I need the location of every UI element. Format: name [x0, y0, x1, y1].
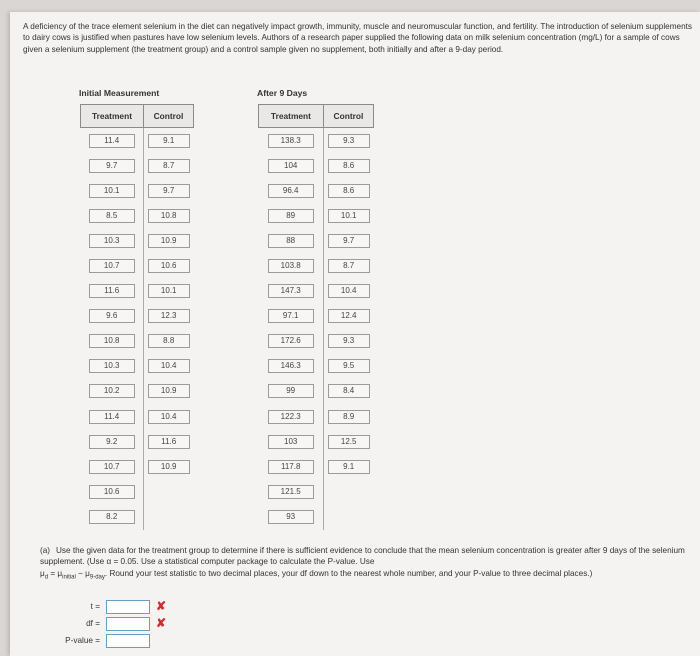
- cell-value: 117.8: [268, 460, 314, 474]
- cell-value: 10.9: [148, 460, 190, 474]
- df-label: df =: [86, 619, 100, 628]
- treatment-cell: [81, 279, 144, 304]
- control-cell: [323, 429, 373, 454]
- cell-value: 10.7: [89, 460, 135, 474]
- df-input[interactable]: [106, 617, 150, 631]
- cell-value: 10.6: [89, 485, 135, 499]
- control-cell: [143, 404, 193, 429]
- treatment-cell: [259, 354, 324, 379]
- control-cell: [323, 454, 373, 479]
- after-caption: After 9 Days: [257, 88, 308, 98]
- treatment-cell: [259, 504, 324, 529]
- table-row: [81, 128, 194, 154]
- cell-value: 99: [268, 384, 314, 398]
- cell-value: 8.6: [328, 184, 370, 198]
- table-row: [81, 479, 194, 504]
- table-row: [259, 429, 374, 454]
- cell-value: 9.3: [328, 334, 370, 348]
- cell-value: 9.3: [328, 134, 370, 148]
- table-row: [259, 479, 374, 504]
- df-answer-row: [40, 617, 240, 631]
- pvalue-input[interactable]: [106, 634, 150, 648]
- control-cell: [143, 228, 193, 253]
- treatment-cell: [259, 253, 324, 278]
- control-cell: [323, 178, 373, 203]
- treatment-cell: [81, 479, 144, 504]
- incorrect-x-icon: ✘: [156, 616, 167, 630]
- cell-value: 10.8: [89, 334, 135, 348]
- header-control: Control: [323, 105, 373, 128]
- table-row: [81, 253, 194, 278]
- cell-value: 8.5: [89, 209, 135, 223]
- cell-value: 104: [268, 159, 314, 173]
- cell-value: 93: [268, 510, 314, 524]
- table-row: [81, 279, 194, 304]
- minus-sign: −: [75, 568, 86, 578]
- control-cell: [323, 228, 373, 253]
- mu-d: μ: [40, 568, 45, 578]
- cell-value: 9.7: [148, 184, 190, 198]
- cell-value: 8.7: [148, 159, 190, 173]
- table-row: [259, 454, 374, 479]
- table-row: [259, 379, 374, 404]
- cell-value: 10.3: [89, 359, 135, 373]
- table-row: [81, 178, 194, 203]
- cell-value: 8.6: [328, 159, 370, 173]
- table-row: [81, 304, 194, 329]
- cell-value: 10.4: [328, 284, 370, 298]
- table-row: [81, 203, 194, 228]
- cell-value: 172.6: [268, 334, 314, 348]
- cell-value: 8.9: [328, 410, 370, 424]
- control-cell: [143, 429, 193, 454]
- question-text-2: . Round your test statistic to two decimal places, your df down to the nearest whole number, and your P-value to three decimal places.): [104, 568, 593, 578]
- control-cell: [323, 203, 373, 228]
- treatment-cell: [81, 253, 144, 278]
- mu-9day: μ: [85, 568, 90, 578]
- cell-value: 96.4: [268, 184, 314, 198]
- cell-value: 8.7: [328, 259, 370, 273]
- table-row: [259, 253, 374, 278]
- cell-value: 8.2: [89, 510, 135, 524]
- table-row: [81, 429, 194, 454]
- cell-value: 122.3: [268, 410, 314, 424]
- table-row: [259, 354, 374, 379]
- table-row: [81, 329, 194, 354]
- control-cell: [323, 479, 373, 504]
- control-cell: [143, 178, 193, 203]
- header-treatment: Treatment: [81, 105, 144, 128]
- cell-value: 9.6: [89, 309, 135, 323]
- cell-value: 10.4: [148, 359, 190, 373]
- treatment-cell: [81, 128, 144, 154]
- initial-caption: Initial Measurement: [79, 88, 160, 98]
- cell-value: 103.8: [268, 259, 314, 273]
- treatment-cell: [259, 203, 324, 228]
- cell-value: 103: [268, 435, 314, 449]
- treatment-cell: [81, 203, 144, 228]
- cell-value: 8.8: [148, 334, 190, 348]
- cell-value: 11.6: [89, 284, 135, 298]
- control-cell: [143, 379, 193, 404]
- cell-value: 10.9: [148, 234, 190, 248]
- table-row: [81, 379, 194, 404]
- question-text-1: Use the given data for the treatment group to determine if there is sufficient evidence to conclude that the mean selenium concentration is greater after 9 days of the selenium supplement. (Use α = 0.05. Use a statistical computer package to calculate the P-value. Use: [40, 546, 685, 567]
- cell-value: 12.3: [148, 309, 190, 323]
- control-cell: [323, 279, 373, 304]
- table-row: [81, 153, 194, 178]
- cell-value: 10.4: [148, 410, 190, 424]
- cell-value: 10.6: [148, 259, 190, 273]
- problem-intro: A deficiency of the trace element selenium in the diet can negatively impact growth, immunity, muscle and neuromuscular function, and fertility. The introduction of selenium supplements to dairy cows is justified when pastures have low selenium levels. Authors of a research paper supplied the following data on milk selenium concentration (mg/L) for a sample of cows given a selenium supplement (the treatment group) and a control sample given no supplement, both initially and after a 9-day period.: [23, 22, 692, 54]
- table-row: [81, 454, 194, 479]
- control-cell: [143, 203, 193, 228]
- cell-value: 10.1: [89, 184, 135, 198]
- control-cell: [323, 128, 373, 154]
- treatment-cell: [81, 379, 144, 404]
- treatment-cell: [81, 504, 144, 529]
- treatment-cell: [81, 429, 144, 454]
- treatment-cell: [81, 354, 144, 379]
- table-row: [259, 304, 374, 329]
- treatment-cell: [259, 454, 324, 479]
- cell-value: 10.7: [89, 259, 135, 273]
- cell-value: 8.4: [328, 384, 370, 398]
- header-treatment: Treatment: [259, 105, 324, 128]
- pvalue-label: P-value =: [65, 636, 100, 645]
- sub-d: d: [44, 574, 49, 581]
- control-cell: [323, 354, 373, 379]
- control-cell: [323, 153, 373, 178]
- incorrect-x-icon: ✘: [156, 599, 167, 613]
- table-row: [259, 203, 374, 228]
- table-row: [259, 128, 374, 154]
- treatment-cell: [259, 479, 324, 504]
- cell-value: 11.4: [89, 134, 135, 148]
- treatment-cell: [259, 379, 324, 404]
- treatment-cell: [81, 178, 144, 203]
- table-row: [259, 228, 374, 253]
- table-row: [259, 178, 374, 203]
- part-label: (a): [40, 546, 51, 555]
- control-cell: [143, 504, 193, 529]
- table-row: [259, 404, 374, 429]
- cell-value: 97.1: [268, 309, 314, 323]
- header-control: Control: [143, 105, 193, 128]
- cell-value: 10.8: [148, 209, 190, 223]
- table-row: [259, 279, 374, 304]
- table-row: [259, 153, 374, 178]
- control-cell: [323, 304, 373, 329]
- cell-value: 147.3: [268, 284, 314, 298]
- cell-value: 89: [268, 209, 314, 223]
- eq-sign: =: [48, 568, 58, 578]
- pvalue-answer-row: [40, 634, 240, 648]
- cell-value: 10.1: [328, 209, 370, 223]
- treatment-cell: [81, 153, 144, 178]
- table-row: [81, 504, 194, 529]
- cell-value: 9.1: [148, 134, 190, 148]
- control-cell: [143, 354, 193, 379]
- treatment-cell: [81, 404, 144, 429]
- table-row: [81, 404, 194, 429]
- cell-value: 10.2: [89, 384, 135, 398]
- treatment-cell: [259, 228, 324, 253]
- cell-value: 10.1: [148, 284, 190, 298]
- table-row: [259, 504, 374, 529]
- control-cell: [143, 479, 193, 504]
- control-cell: [143, 279, 193, 304]
- treatment-cell: [259, 153, 324, 178]
- table-row: [259, 329, 374, 354]
- cell-value: 9.1: [328, 460, 370, 474]
- sub-initial: initial: [62, 574, 76, 581]
- cell-value: 9.5: [328, 359, 370, 373]
- control-cell: [323, 329, 373, 354]
- cell-value: 11.4: [89, 410, 135, 424]
- treatment-cell: [81, 228, 144, 253]
- control-cell: [143, 253, 193, 278]
- treatment-cell: [259, 404, 324, 429]
- cell-value: 11.6: [148, 435, 190, 449]
- control-cell: [323, 253, 373, 278]
- cell-value: 121.5: [268, 485, 314, 499]
- cell-value: 138.3: [268, 134, 314, 148]
- table-row: [81, 228, 194, 253]
- control-cell: [323, 504, 373, 529]
- treatment-cell: [81, 329, 144, 354]
- part-a-question: [40, 545, 695, 584]
- cell-value: 9.7: [89, 159, 135, 173]
- cell-value: 10.3: [89, 234, 135, 248]
- t-input[interactable]: [106, 600, 150, 614]
- mu-initial: μ: [57, 568, 63, 578]
- t-answer-row: [40, 600, 240, 614]
- cell-value: 9.2: [89, 435, 135, 449]
- control-cell: [323, 404, 373, 429]
- treatment-cell: [259, 178, 324, 203]
- treatment-cell: [259, 429, 324, 454]
- cell-value: 12.5: [328, 435, 370, 449]
- treatment-cell: [259, 304, 324, 329]
- treatment-cell: [259, 329, 324, 354]
- control-cell: [143, 304, 193, 329]
- cell-value: 9.7: [328, 234, 370, 248]
- cell-value: 12.4: [328, 309, 370, 323]
- treatment-cell: [81, 454, 144, 479]
- control-cell: [143, 153, 193, 178]
- control-cell: [143, 454, 193, 479]
- t-label: t =: [90, 602, 100, 611]
- control-cell: [143, 128, 193, 154]
- control-cell: [323, 379, 373, 404]
- cell-value: 88: [268, 234, 314, 248]
- treatment-cell: [259, 279, 324, 304]
- cell-value: 10.9: [148, 384, 190, 398]
- cell-value: 146.3: [268, 359, 314, 373]
- control-cell: [143, 329, 193, 354]
- table-row: [81, 354, 194, 379]
- treatment-cell: [259, 128, 324, 154]
- after-table: [258, 104, 374, 530]
- initial-table: [80, 104, 194, 530]
- treatment-cell: [81, 304, 144, 329]
- sub-9day: 9-day: [89, 574, 105, 581]
